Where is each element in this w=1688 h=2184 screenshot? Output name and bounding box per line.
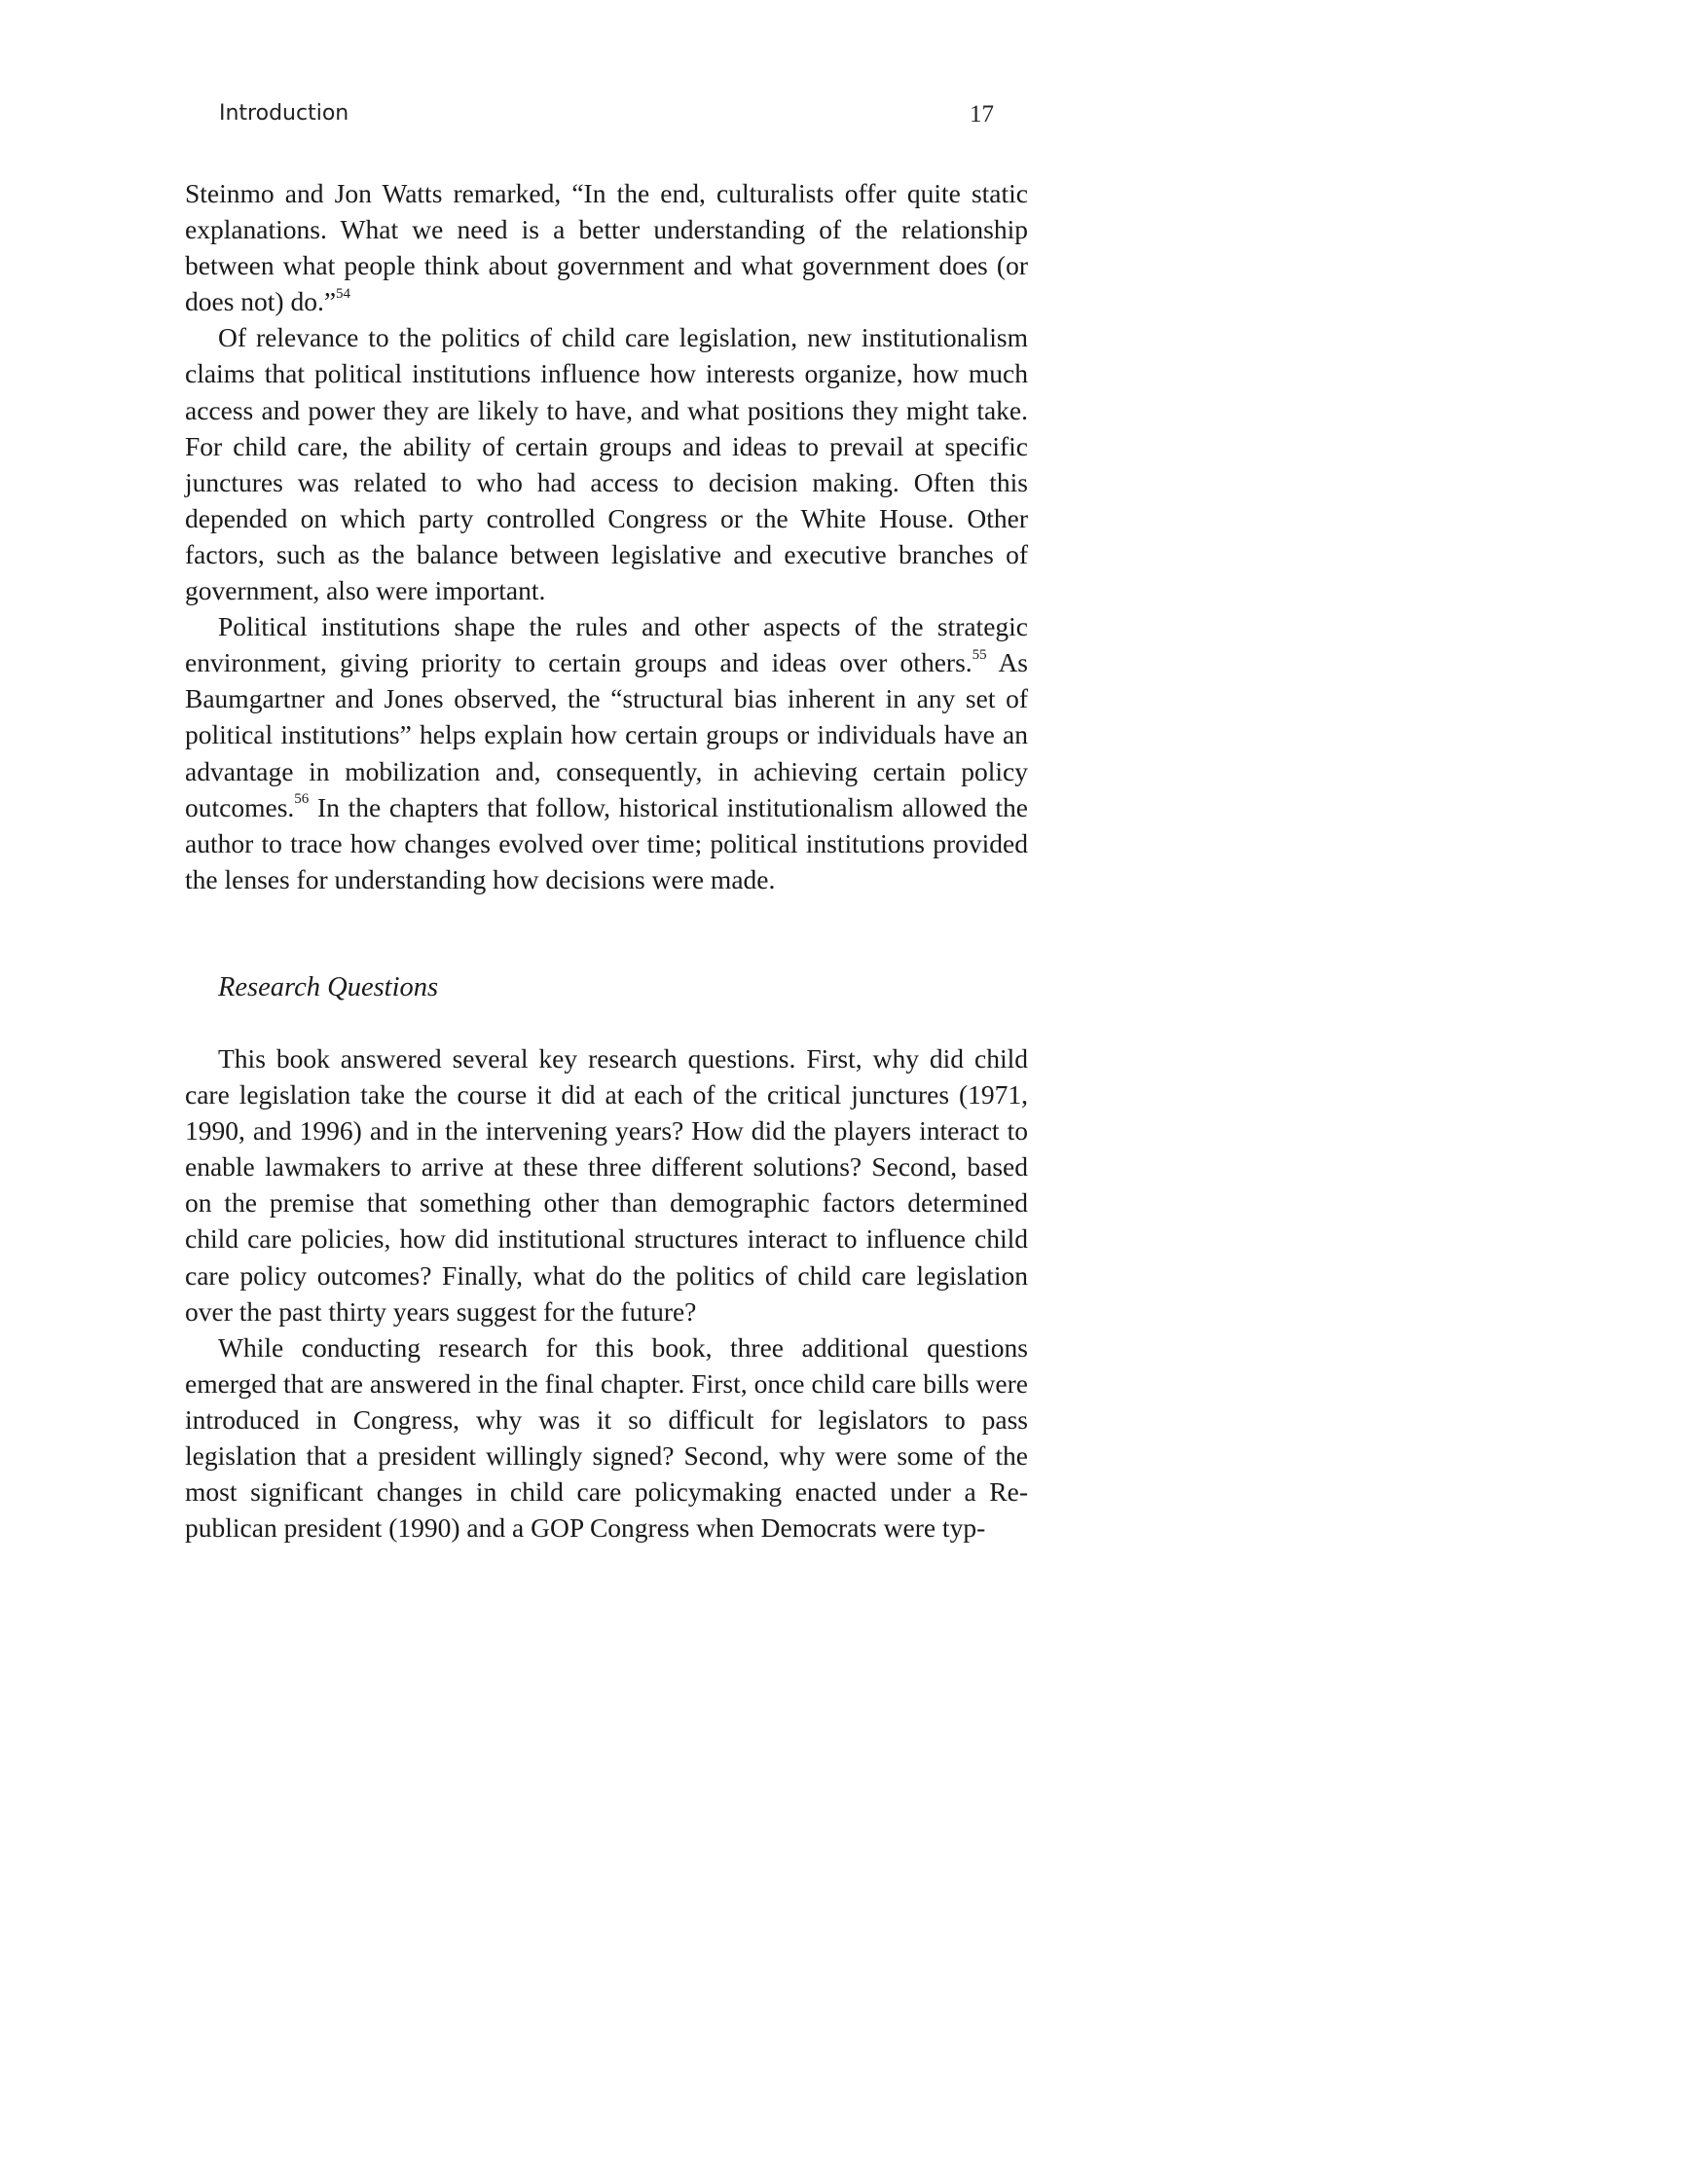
paragraph-3-text-c: In the chapters that follow, historical institutionalism allowed the author to trace how changes evolved over time; political institutions provided the lenses for understanding how decisions were made. xyxy=(185,791,1028,894)
section-subheading: Research Questions xyxy=(218,971,439,1002)
paragraph-1-text: Steinmo and Jon Watts remarked, “In the end, culturalists offer quite static explanations. What we need is a better understanding of the relationship between what people think about government and what government does (or does not) do.” xyxy=(185,178,1028,317)
running-head xyxy=(219,101,994,130)
body-text xyxy=(185,175,1028,1546)
footnote-ref-54: 54 xyxy=(336,286,351,303)
paragraph-3-text-a: Political institutions shape the rules and other aspects of the strategic environment, giving priority to certain groups and ideas over others. xyxy=(185,611,1028,678)
footnote-ref-55: 55 xyxy=(972,647,987,664)
running-head-section: Introduction xyxy=(219,101,349,126)
paragraph-3-text-b: As Baumgartner and Jones observed, the “structural bias inherent in any set of political institutions” helps explain how certain groups or individuals have an advantage in mobilization and, consequently, in achieving certain policy outcomes. xyxy=(185,647,1029,822)
paragraph-3 xyxy=(185,608,1028,897)
page-number: 17 xyxy=(970,101,994,127)
paragraph-1 xyxy=(185,175,1028,319)
paragraph-4: This book answered several key research questions. First, why did child care legislation take the course it did at each of the critical junctures (1971, 1990, and 1996) and in the intervening years? How did the players interact to enable lawmakers to arrive at these three different solutions? Second, based on the premise that something other than demographic factors determined child care policies, how did institutional structures interact to influence child care policy outcomes? Finally, what do the politics of child care legislation over the past thirty years suggest for the future? xyxy=(185,1042,1028,1327)
paragraph-5: While conducting research for this book, three additional questions emerged that are answered in the final chapter. First, once child care bills were introduced in Congress, why was it so difficult for legislators to pass legislation that a president willingly signed? Second, why were some of the most significant changes in child care policymaking enacted under a Republican president (1990) and a GOP Congress when Democrats were typ- xyxy=(185,1331,1028,1544)
footnote-ref-56: 56 xyxy=(294,791,310,808)
paragraph-2: Of relevance to the politics of child care legislation, new institutionalism claims that political institutions influence how interests organize, how much access and power they are likely to have, and what positions they might take. For child care, the ability of certain groups and ideas to prevail at specific junctures was related to who had access to decision making. Often this depended on which party controlled Congress or the White House. Other factors, such as the balance between legislative and executive branches of government, also were important. xyxy=(185,322,1028,606)
